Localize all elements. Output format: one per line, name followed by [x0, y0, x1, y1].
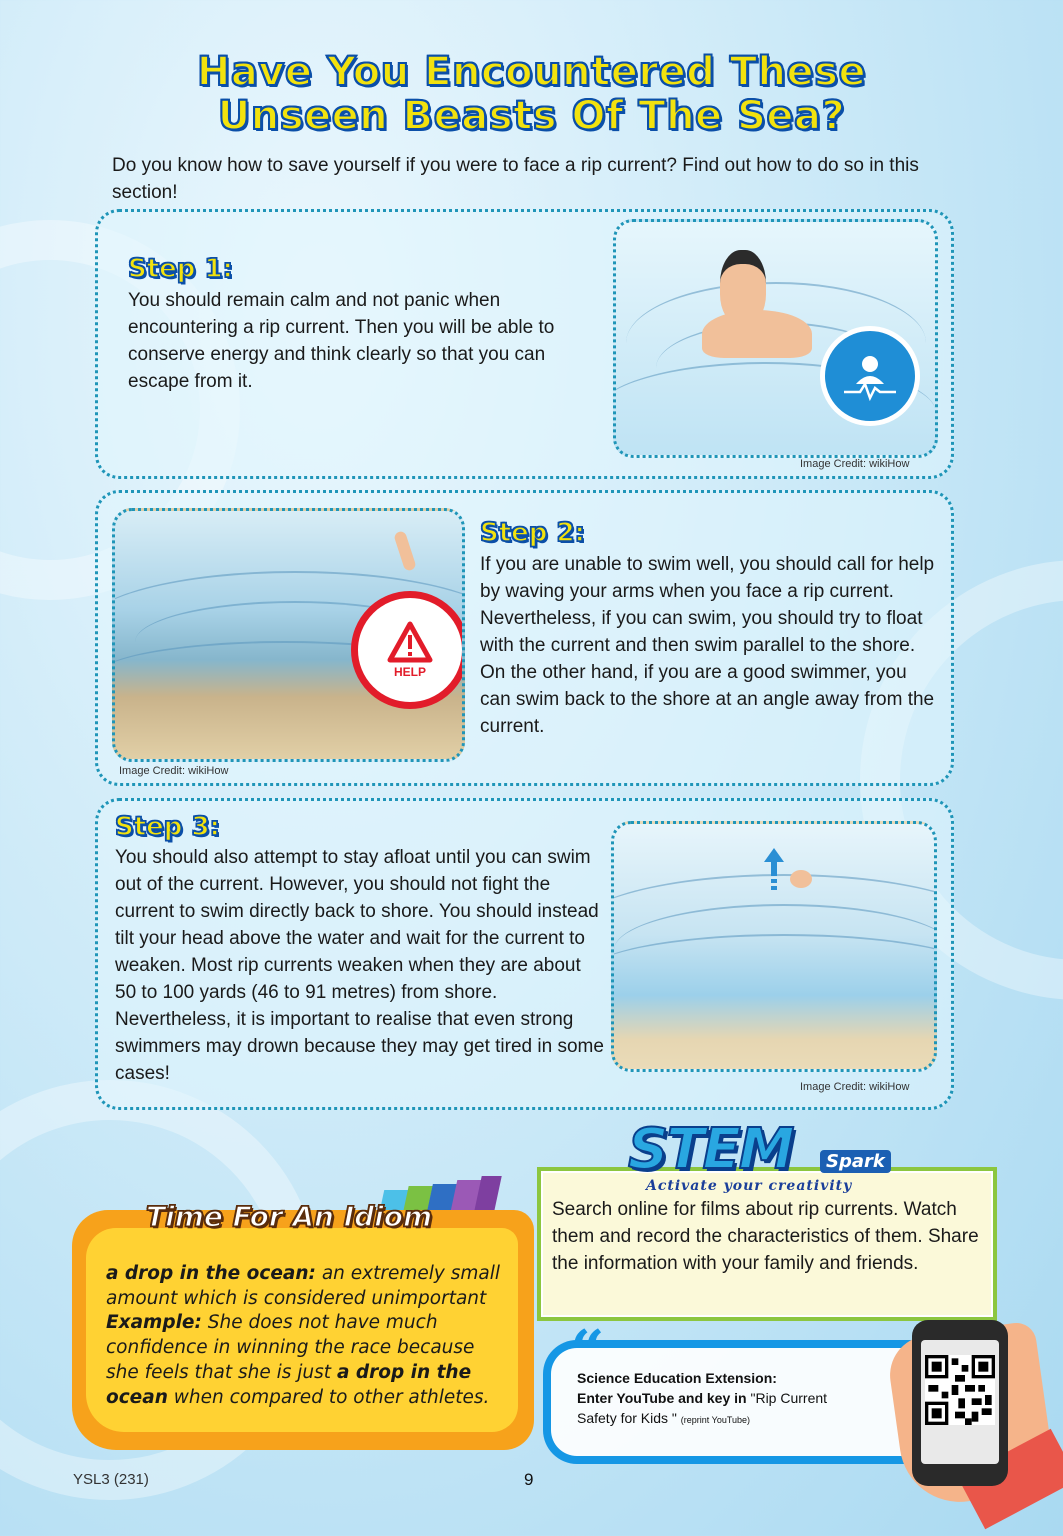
idiom-example-post: when compared to other athletes.	[167, 1386, 490, 1408]
step-2-text: If you are unable to swim well, you should call for help by waving your arms when you face a rip current. Nevertheless, if you can swim, you should try to float with the current and then swim parallel to the shore. On the other hand, if you are a good swimmer, you can swim back to the shore at an angle away from the current.	[480, 554, 935, 737]
swimmer-floating	[790, 870, 812, 888]
idiom-title: Time For An Idiom	[146, 1200, 433, 1233]
idiom-example-phrase: a drop in the ocean	[106, 1361, 472, 1408]
idiom-example-pre: She does not have much confidence in winning the race because she feels that she is just	[106, 1312, 475, 1383]
idiom-phrase: a drop in the ocean	[106, 1263, 309, 1284]
water-wave	[611, 934, 937, 1016]
step-3-image	[611, 821, 937, 1072]
step-1-text: You should remain calm and not panic when encountering a rip current. Then you will be able to conserve energy and think clearly so that you can escape from it.	[128, 290, 555, 392]
title-line-1: Have You Encountered These	[196, 49, 867, 95]
idiom-definition: an extremely small amount which is considered unimportant	[106, 1263, 500, 1309]
step-2-image-credit: Image Credit: wikiHow	[119, 765, 229, 777]
extension-line-2-quote: "Rip Current	[750, 1390, 828, 1406]
page-number: 9	[524, 1470, 534, 1489]
stem-text: Search online for films about rip currents. Watch them and record the characteristics of them. Share the information with your family and friends.	[552, 1199, 979, 1274]
extension-line-3	[577, 1408, 827, 1430]
page-title	[0, 50, 1063, 138]
qr-code-icon[interactable]	[925, 1355, 995, 1425]
swimmer-waving	[393, 530, 417, 572]
spark-label: Spark	[820, 1150, 891, 1173]
idiom-example-colon: :	[194, 1312, 202, 1334]
idiom-example-label: Example	[106, 1312, 195, 1334]
person-heartbeat-icon	[820, 326, 920, 426]
idiom-text	[106, 1262, 511, 1410]
step-2-image	[112, 508, 465, 762]
step-1-image-credit: Image Credit: wikiHow	[800, 458, 910, 470]
up-arrow-icon	[764, 848, 784, 897]
swimmer-shoulders	[702, 310, 812, 358]
step-3-image-credit: Image Credit: wikiHow	[800, 1081, 910, 1093]
step-3-heading: Step 3:	[115, 812, 220, 842]
step-2-heading: Step 2:	[480, 518, 585, 548]
warning-triangle-icon	[351, 591, 465, 709]
title-line-2: Unseen Beasts Of The Sea?	[217, 93, 846, 139]
step-1-heading: Step 1:	[128, 254, 233, 284]
extension-line-3-small: (reprint YouTube)	[680, 1415, 751, 1425]
footer-code: YSL3 (231)	[73, 1471, 149, 1488]
extension-line-3-main: Safety for Kids "	[577, 1410, 677, 1426]
help-label: HELP	[393, 665, 426, 679]
extension-text	[577, 1368, 827, 1430]
idiom-colon: :	[308, 1263, 316, 1284]
extension-line-2-pre: Enter YouTube and key in	[577, 1390, 751, 1406]
intro-text: Do you know how to save yourself if you were to face a rip current? Find out how to do so in this section!	[112, 155, 919, 203]
quote-mark-icon: “	[570, 1318, 605, 1388]
extension-line-1: Science Education Extension:	[577, 1370, 777, 1386]
step-3-text: You should also attempt to stay afloat until you can swim out of the current. However, you should not fight the current to swim directly back to shore. You should instead tilt your head above the water and wait for the current to weaken. Most rip currents weaken when they are about 50 to 100 yards (46 to 91 metres) from shore. Nevertheless, it is important to realise that even strong swimmers may drown because they may get tired in some cases!	[115, 847, 604, 1084]
step-1-image	[613, 219, 938, 458]
stem-tagline: Activate your creativity	[646, 1178, 853, 1194]
stem-logo: STEM	[628, 1117, 793, 1182]
extension-line-2	[577, 1388, 827, 1408]
